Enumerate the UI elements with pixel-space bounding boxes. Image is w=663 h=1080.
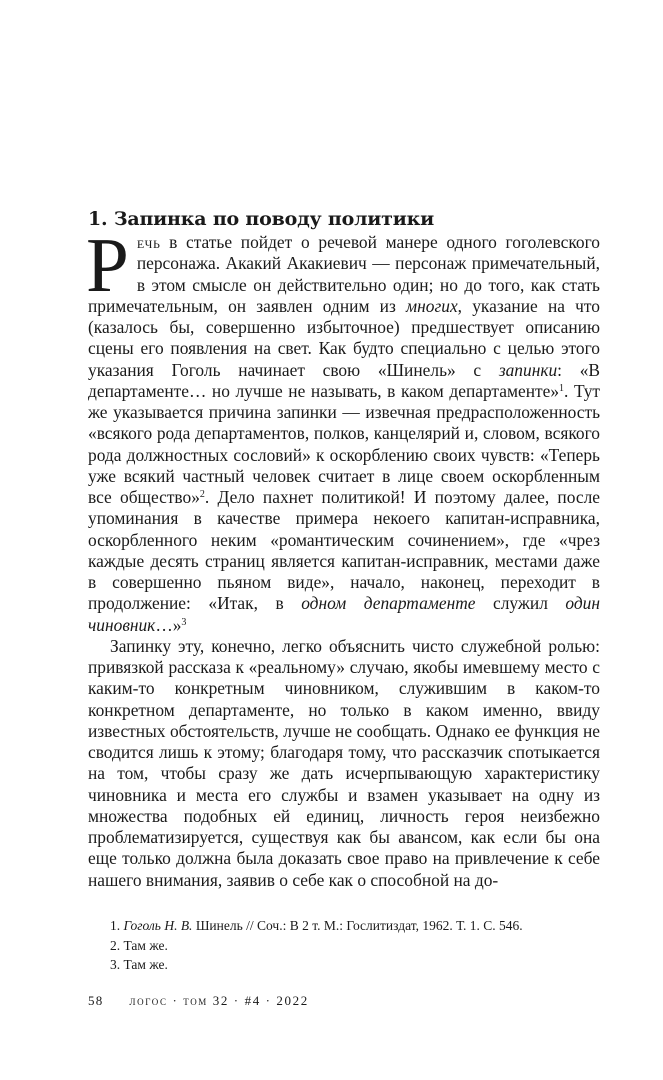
page-number: 58: [88, 993, 104, 1008]
section-title: 1. Запинка по поводу политики: [88, 207, 435, 230]
footnotes: [110, 916, 600, 975]
text-run: . Тут же указывается причина запинки — извечная предрасположенность «всякого рода департаментов, полков, канцелярий и, словом, всякого рода должностных сословий» к оскорблению своих чувств: «Теперь уже всякий частный человек считает в лице своем оскорбленным все общество»: [88, 380, 600, 507]
running-footer: [88, 993, 309, 1009]
footnote-3: [110, 955, 600, 975]
journal-info: логос · том 32 · #4 · 2022: [129, 993, 309, 1008]
footnote-text: Шинель // Соч.: В 2 т. М.: Гослитиздат, 1962. Т. 1. С. 546.: [192, 918, 523, 933]
emphasis: многих: [406, 295, 458, 316]
text-run: : «В департаменте… но лучше не называть, в каком департаменте»: [88, 359, 600, 401]
paragraph-2: Запинку эту, конечно, легко объяснить чисто служебной ролью: привязкой рассказа к «реальному» случаю, якобы имевшему место с каким-то конкретным чиновником, служившим в каком-то конкретном департаменте, но только в каком именно, ввиду известных обстоятельств, лучше не сообщать. Однако ее функция не сводится лишь к этому; благодаря тому, что рассказчик спотыкается на том, чтобы сразу же дать исчерпывающую характеристику чиновника и места его службы и взамен указывает на одну из множества подобных ей единиц, личность героя неизбежно проблематизируется, существуя как бы авансом, как если бы она еще только должна была доказать свое право на привлечение к себе нашего внимания, заявив о себе как о способной на до-: [88, 635, 600, 890]
emphasis: один чиновник: [88, 593, 600, 635]
footnote-text: Там же.: [123, 937, 168, 953]
page: [88, 0, 600, 1080]
footnote-ref-3[interactable]: 3: [181, 616, 187, 628]
lead-smallcaps: ечь: [136, 232, 161, 252]
emphasis: одном департаменте: [301, 593, 476, 614]
drop-cap: Р: [86, 222, 129, 308]
footnote-author: Гоголь Н. В.: [123, 918, 193, 933]
footnote-number: 2.: [110, 937, 121, 953]
footnote-text: Там же.: [123, 957, 168, 972]
footnote-number: 1.: [110, 918, 121, 933]
footnote-ref-2[interactable]: 2: [199, 489, 205, 500]
text-run: служил: [475, 593, 566, 614]
footnote-1: [110, 916, 600, 936]
text-run: в статье пойдет о речевой манере одного гоголевского персонажа. Акакий Акакиевич — персонаж примечательный, в этом смысле он действительно один; но до того, как стать примечательным, он заявлен одним из: [88, 232, 600, 316]
footnote-2: [110, 936, 600, 956]
paragraph-1: [86, 222, 600, 636]
body-text: [86, 222, 600, 891]
footnote-number: 3.: [110, 957, 121, 972]
footnote-ref-1[interactable]: 1: [559, 382, 565, 394]
text-run: . Дело пахнет политикой! И поэтому далее, после упоминания в качестве примера некоего капитан-исправника, оскорбленного неким «романтическим сочинением», где «чрез каждые десять страниц является капитан-исправник, местами даже в совершенно пьяном виде», начало, наконец, переходит в продолжение: «Итак, в: [88, 487, 600, 614]
text-run: …»: [155, 614, 182, 635]
text-run: , указание на что (казалось бы, совершенно избыточное) предшествует описанию сцены его появления на свет. Как будто специально с целью этого указания Гоголь начинает свою «Шинель» с: [88, 295, 600, 380]
emphasis: запинки: [498, 359, 558, 380]
